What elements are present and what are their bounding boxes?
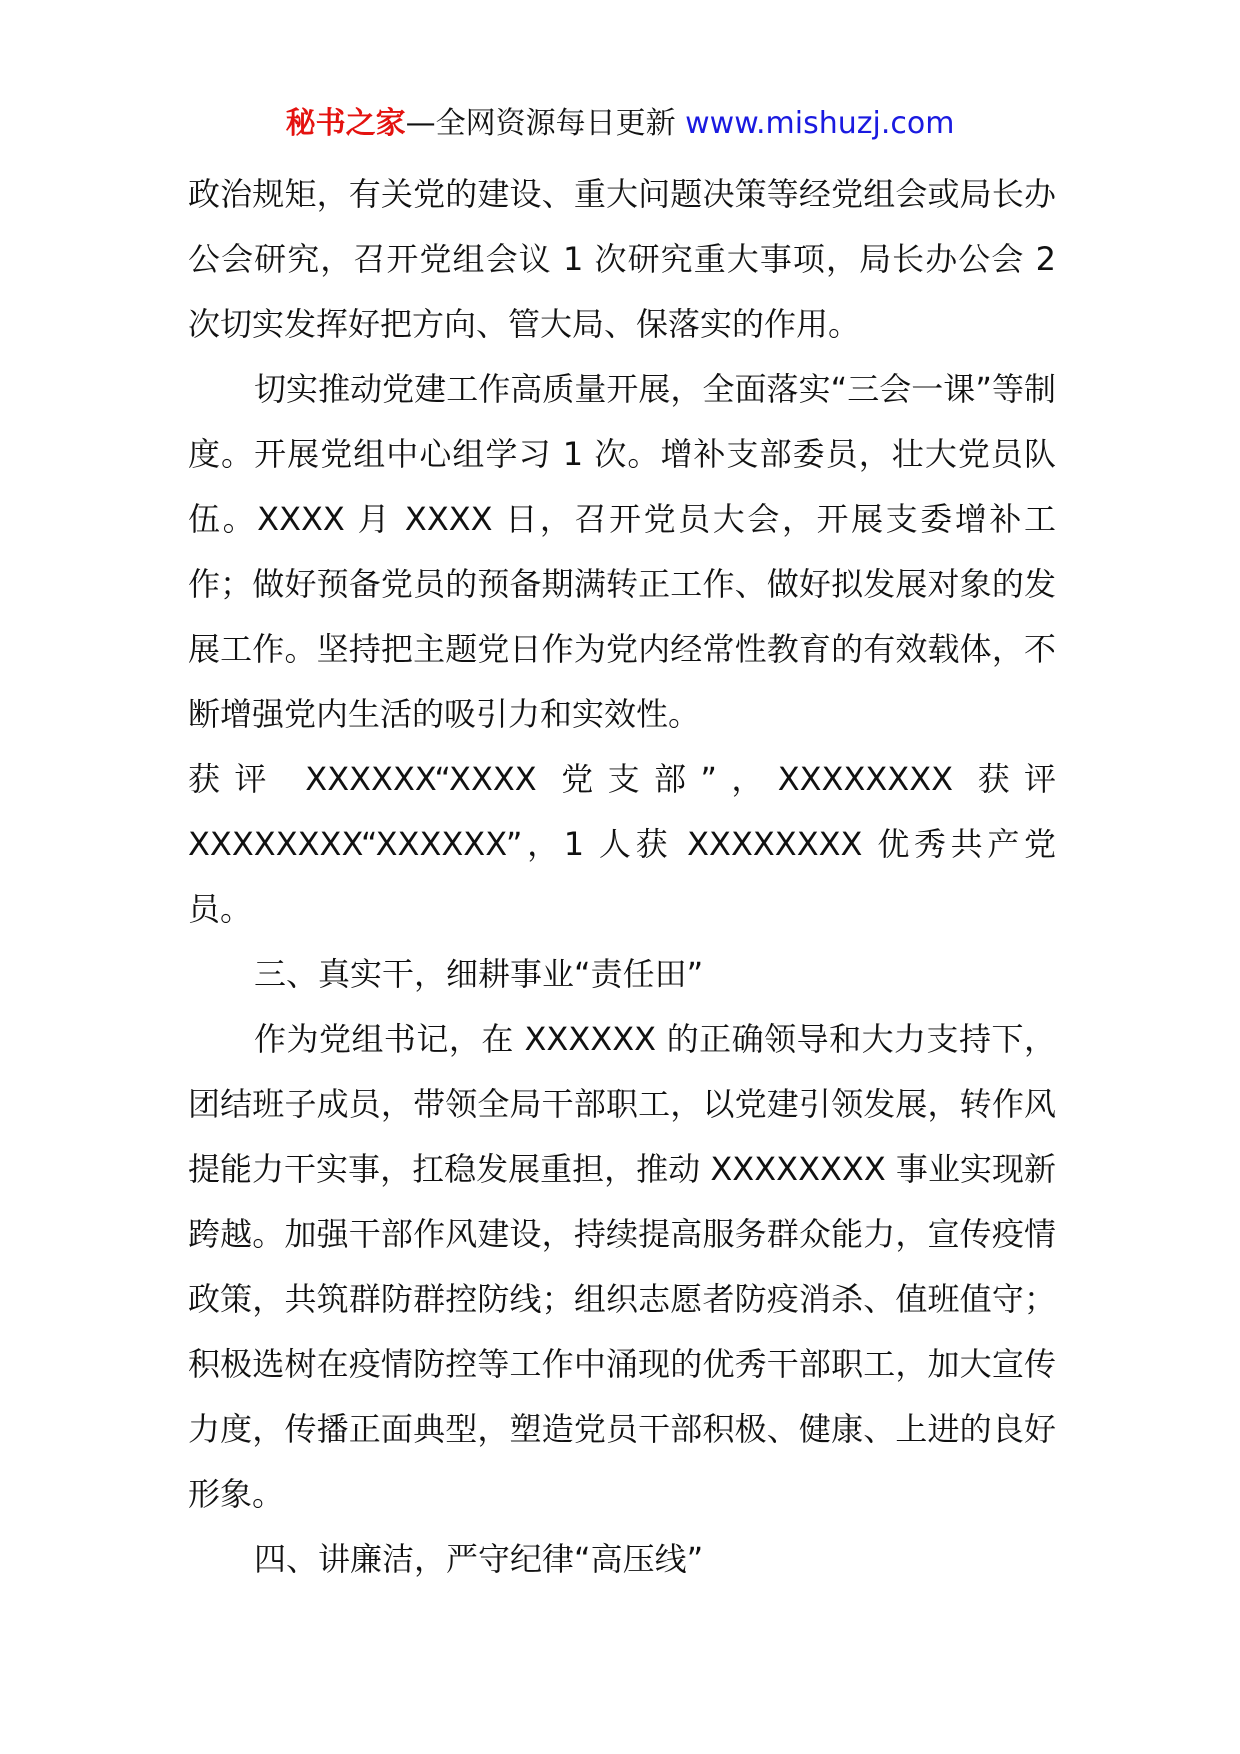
section-heading-4: 四、讲廉洁，严守纪律“高压线”	[254, 1540, 704, 1578]
page-header	[0, 100, 1240, 148]
paragraph-award-rest: XXXXXXXX“XXXXXX”，1 人获 XXXXXXXX 优秀共产党员。	[188, 825, 1056, 928]
brand-name: 秘书之家	[285, 106, 406, 141]
header-slogan: —全网资源每日更新	[405, 106, 686, 141]
section-heading-3: 三、真实干，细耕事业“责任田”	[254, 955, 704, 993]
paragraph-practical-work: 作为党组书记，在 XXXXXX 的正确领导和大力支持下，团结班子成员，带领全局干部职工，以党建引领发展，转作风提能力干实事，扛稳发展重担，推动 XXXXXXXX 事业实现新跨越。加强干部作风建设，持续提高服务群众能力，宣传疫情政策，共筑群防群控防线；组织志愿者防疫消杀、值班值守；积极选树在疫情防控等工作中涌现的优秀干部职工，加大宣传力度，传播正面典型，塑造党员干部积极、健康、上进的良好形象。	[188, 1020, 1056, 1513]
paragraph-award-line: 获评 XXXXXX“XXXX 党支部”，XXXXXXXX 获评	[188, 760, 1056, 798]
paragraph-party-building: 切实推动党建工作高质量开展，全面落实“三会一课”等制度。开展党组中心组学习 1 次。增补支部委员，壮大党员队伍。XXXX 月 XXXX 日，召开党员大会，开展支委增补工作；做好预备党员的预备期满转正工作、做好拟发展对象的发展工作。坚持把主题党日作为党内经常性教育的有效载体，不断增强党内生活的吸引力和实效性。	[188, 370, 1056, 733]
document-body	[188, 162, 1056, 1592]
paragraph-political-rules: 政治规矩，有关党的建设、重大问题决策等经党组会或局长办公会研究，召开党组会议 1 次研究重大事项，局长办公会 2 次切实发挥好把方向、管大局、保落实的作用。	[188, 175, 1056, 343]
header-url-link[interactable]: www.mishuzj.com	[685, 106, 955, 141]
